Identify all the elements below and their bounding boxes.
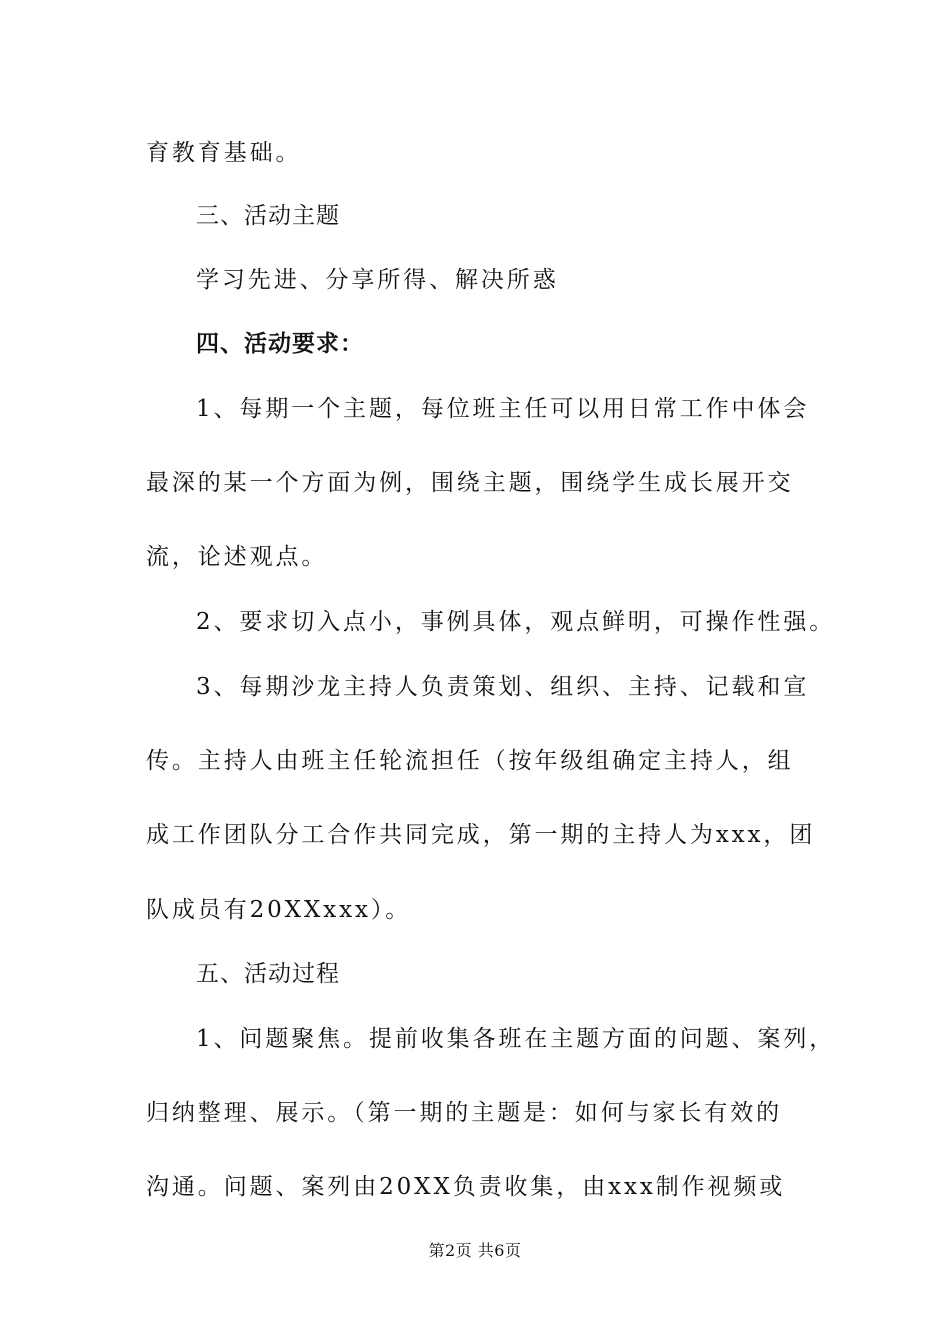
theme-text: 学习先进、分享所得、解决所惑 [196,267,559,293]
paragraph-line: 队成员有20XXxxx）。 [146,897,412,923]
paragraph-line: 归纳整理、展示。（第一期的主题是：如何与家长有效的 [146,1100,782,1126]
paragraph-line: 1、每期一个主题，每位班主任可以用日常工作中体会 [196,396,810,422]
paragraph-line: 成工作团队分工合作共同完成，第一期的主持人为xxx，团 [146,822,816,848]
paragraph-line: 2、要求切入点小，事例具体，观点鲜明，可操作性强。 [196,609,836,635]
section-heading-requirements: 四、活动要求： [196,331,364,357]
paragraph-line: 流，论述观点。 [146,544,328,570]
page-footer: 第2页 共6页 [428,1241,522,1260]
paragraph-line: 3、每期沙龙主持人负责策划、组织、主持、记载和宣 [196,674,810,700]
paragraph-line: 最深的某一个方面为例，围绕主题，围绕学生成长展开交 [146,470,794,496]
paragraph-line: 传。主持人由班主任轮流担任（按年级组确定主持人，组 [146,748,794,774]
section-heading-theme: 三、活动主题 [196,203,340,229]
paragraph-line: 育教育基础。 [146,140,302,166]
paragraph-line: 沟通。问题、案列由20XX负责收集，由xxx制作视频或 [146,1174,786,1200]
paragraph-line: 1、问题聚焦。提前收集各班在主题方面的问题、案列， [196,1026,836,1052]
section-heading-process: 五、活动过程 [196,961,340,987]
